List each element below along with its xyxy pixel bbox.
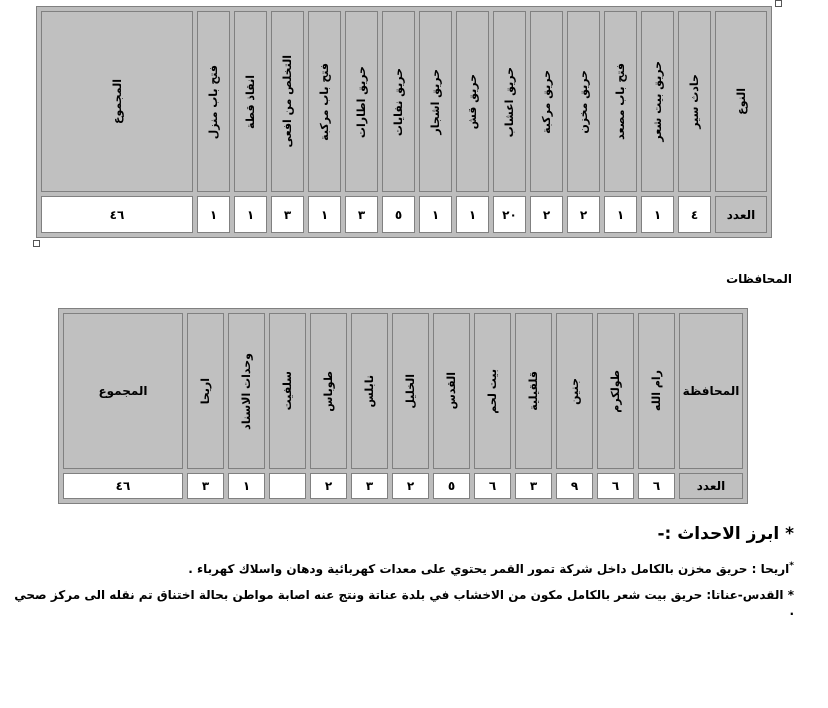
- category-cell: [308, 11, 341, 192]
- governorate-cell: [474, 313, 511, 469]
- count-value: ٣: [345, 196, 378, 233]
- table-row: [63, 473, 743, 499]
- category-label: حريق قش: [466, 73, 479, 130]
- highlights-section: [14, 524, 794, 629]
- category-label: حريق اشجار: [429, 68, 442, 135]
- governorate-label: رام الله: [650, 370, 663, 412]
- category-label: حريق مركبة: [540, 69, 553, 134]
- type-header-cell: [715, 11, 767, 192]
- table-resize-handle[interactable]: [33, 240, 40, 247]
- category-label: حريق نفايات: [392, 67, 405, 136]
- highlights-title: [14, 524, 794, 544]
- category-cell: [234, 11, 267, 192]
- governorate-cell: [269, 313, 306, 469]
- count-value: ٢٠: [493, 196, 526, 233]
- count-value: ١: [197, 196, 230, 233]
- governorate-cell: [310, 313, 347, 469]
- category-label: حريق مخزن: [577, 69, 590, 134]
- incident-types-table: [36, 6, 772, 238]
- category-cell: [530, 11, 563, 192]
- count-value: ٦: [638, 473, 675, 499]
- category-cell: [567, 11, 600, 192]
- count-value: ٢: [392, 473, 429, 499]
- category-label: حادث سير: [688, 74, 701, 130]
- count-value: ٤: [678, 196, 711, 233]
- count-value: ٩: [556, 473, 593, 499]
- governorate-cell: [556, 313, 593, 469]
- count-value: ١: [456, 196, 489, 233]
- category-cell: [604, 11, 637, 192]
- total-header-label: المجموع: [110, 79, 124, 125]
- bullet-star: *: [787, 588, 794, 602]
- governorate-cell: [392, 313, 429, 469]
- table-row: [63, 313, 743, 469]
- highlight-item: [14, 587, 794, 619]
- governorate-cell: [228, 313, 265, 469]
- governorate-label: سلفيت: [281, 371, 294, 411]
- governorate-label: جنين: [568, 377, 581, 405]
- governorate-header-cell: المحافظة: [679, 313, 743, 469]
- bullet-star: *: [789, 561, 794, 571]
- count-label-cell: العدد: [715, 196, 767, 233]
- governorates-caption: المحافظات: [726, 272, 792, 286]
- category-label: حريق اطارات: [355, 65, 368, 138]
- count-value: ٢: [530, 196, 563, 233]
- governorate-label: طوباس: [322, 370, 335, 412]
- governorate-label: قلقيلية: [527, 371, 540, 411]
- category-label: فتح باب منزل: [207, 64, 220, 139]
- governorate-label: نابلس: [363, 374, 376, 408]
- category-label: حريق اعشاب: [503, 66, 516, 137]
- count-value: ٦: [597, 473, 634, 499]
- governorate-cell: [187, 313, 224, 469]
- highlight-text: القدس-عناتا: حريق بيت شعر بالكامل مكون من الاخشاب في بلدة عناتة ونتج عنه اصابة مواطن بحالة اختناق تم نقله الى مركز صحي .: [14, 588, 794, 618]
- governorates-table: [58, 308, 748, 504]
- highlight-text: اريحا : حريق مخزن بالكامل داخل شركة تمور القمر يحتوي على معدات كهربائية ودهان واسلاك كهرباء .: [188, 562, 790, 576]
- count-label-cell: العدد: [679, 473, 743, 499]
- governorate-cell: [433, 313, 470, 469]
- count-value: ١: [234, 196, 267, 233]
- bullet-star: *: [785, 524, 794, 544]
- governorate-label: اريحا: [199, 377, 212, 405]
- governorate-cell: [515, 313, 552, 469]
- category-label: فتح باب مركبة: [318, 62, 331, 141]
- category-cell: [271, 11, 304, 192]
- count-value: ١: [419, 196, 452, 233]
- governorate-label: طولكرم: [609, 369, 622, 413]
- table-row: [41, 11, 767, 192]
- total-header-cell: المجموع: [63, 313, 183, 469]
- category-cell: [382, 11, 415, 192]
- type-header-label: النوع: [734, 88, 748, 116]
- governorate-label: وحدات الاسناد: [240, 352, 253, 430]
- count-value: ٥: [433, 473, 470, 499]
- highlight-item: [14, 558, 794, 577]
- governorate-label: بيت لحم: [486, 368, 499, 414]
- count-value: ١: [641, 196, 674, 233]
- incident-types-grid: [37, 7, 771, 237]
- governorate-label: القدس: [445, 372, 458, 410]
- count-value: ٣: [351, 473, 388, 499]
- governorate-cell: [638, 313, 675, 469]
- governorates-grid: [59, 309, 747, 503]
- highlights-title-text: ابرز الاحداث :-: [657, 524, 780, 544]
- category-cell: [197, 11, 230, 192]
- count-value: ٥: [382, 196, 415, 233]
- count-value: ٦: [474, 473, 511, 499]
- category-cell: [641, 11, 674, 192]
- category-label: فتح باب مصعد: [614, 63, 627, 141]
- count-value: ٣: [271, 196, 304, 233]
- count-value: ٣: [187, 473, 224, 499]
- count-value: ١: [604, 196, 637, 233]
- governorate-cell: [597, 313, 634, 469]
- category-cell: [493, 11, 526, 192]
- count-value: [269, 473, 306, 499]
- total-value: ٤٦: [63, 473, 183, 499]
- category-cell: [419, 11, 452, 192]
- count-value: ٣: [515, 473, 552, 499]
- governorate-label: الخليل: [404, 373, 417, 409]
- governorate-cell: [351, 313, 388, 469]
- category-label: انقاذ قطة: [244, 74, 257, 129]
- total-header-cell: [41, 11, 193, 192]
- category-cell: [678, 11, 711, 192]
- category-cell: [345, 11, 378, 192]
- count-value: ١: [228, 473, 265, 499]
- count-value: ١: [308, 196, 341, 233]
- category-cell: [456, 11, 489, 192]
- category-label: التخلص من افعى: [281, 55, 294, 148]
- category-label: حريق بيت شعر: [651, 61, 664, 142]
- table-row: [41, 196, 767, 233]
- table-move-handle[interactable]: [775, 0, 782, 7]
- count-value: ٢: [310, 473, 347, 499]
- count-value: ٢: [567, 196, 600, 233]
- total-value: ٤٦: [41, 196, 193, 233]
